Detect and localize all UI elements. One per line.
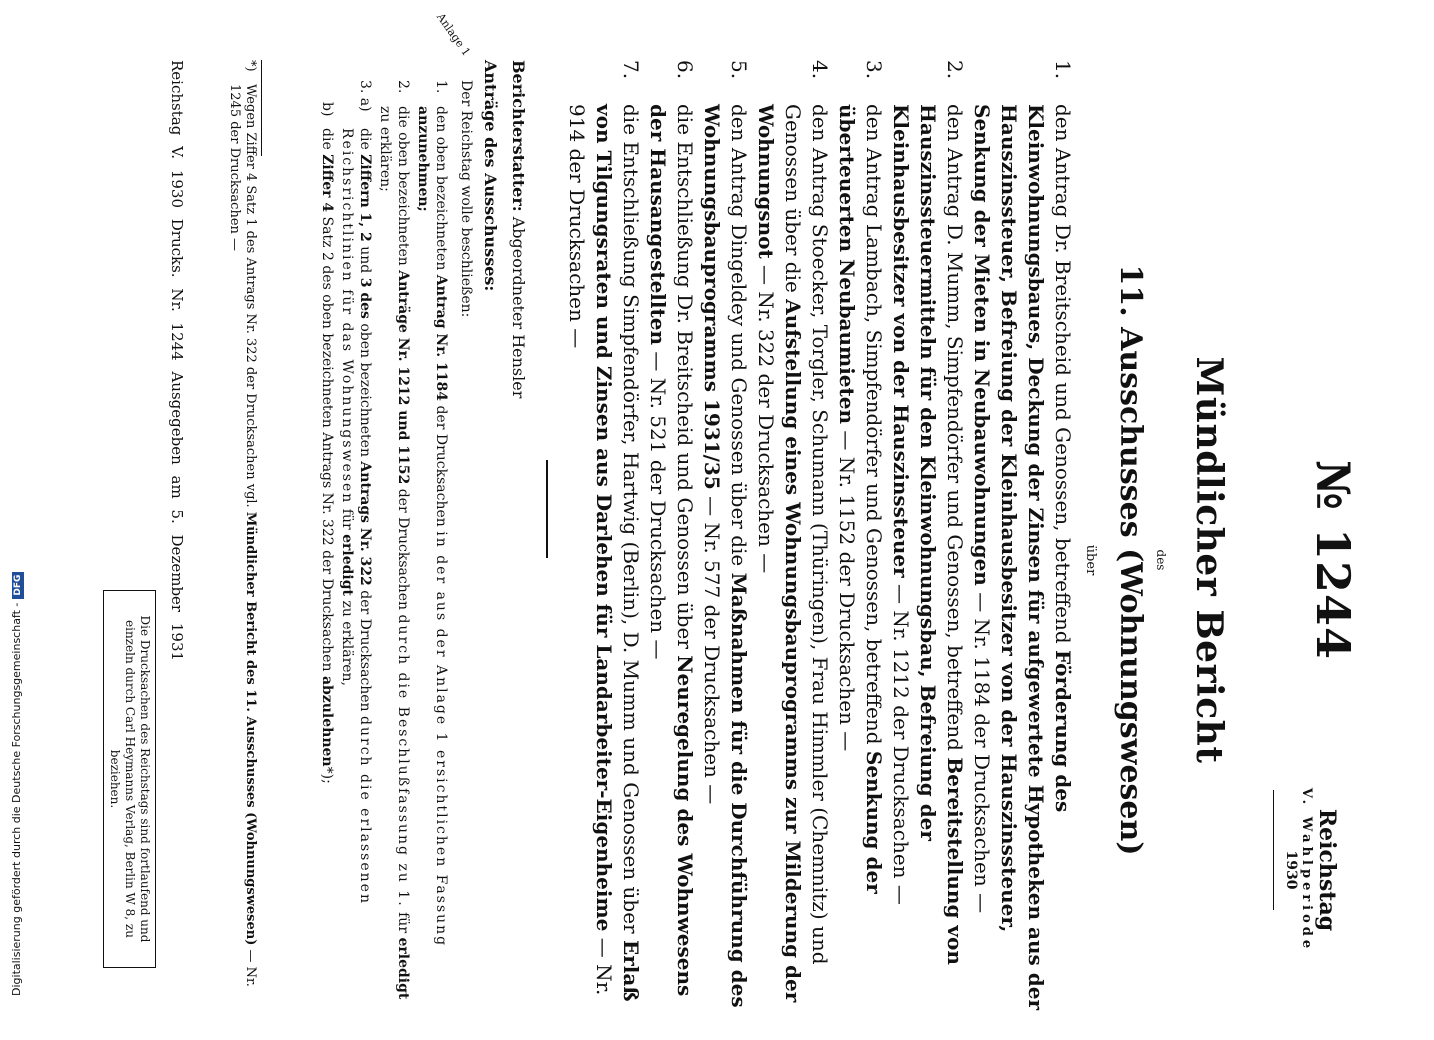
document-page [50,10,1400,1010]
motions-list [563,60,1076,1020]
text-run: für [395,907,411,938]
emphasized-text: Ziffer 4 [319,154,335,213]
footnote-rule [261,60,262,156]
resolution-intro: Der Reichstag wolle beschließen: [458,80,474,318]
text-run: — Nr. 914 der Drucksachen — [565,104,616,996]
emphasized-text: 3 des [357,277,373,319]
period-year: 1930 [1283,850,1299,890]
reporter-line [509,60,528,398]
motion-number: 1. [1051,60,1075,80]
text-run: — Nr. 521 der Drucksachen — [646,345,670,660]
motion-item [833,60,887,1020]
text-run: Wegen Ziffer 4 Satz 1 des Antrags Nr. 322 der Drucksachen vgl. [243,84,258,512]
item-number: b) [319,102,335,117]
motion-item [563,60,644,1020]
text-run: und [357,241,373,278]
resolution-items [316,80,450,1020]
dfg-logo: DFG [12,572,24,599]
emphasized-text: Erlaß von Tilgungsraten und Zinsen aus Darlehen für Landarbeiter-Eigenheime [592,104,643,1002]
report-title: Mündlicher Bericht [1188,356,1230,764]
reporter-name: Abgeordneter Hensler [509,216,528,399]
emphasized-text: Mündlicher Bericht des 11. Ausschusses (Wohnungswesen) [243,511,258,946]
item-number: 3. a) [357,80,373,112]
header-rule [1273,790,1274,910]
text-run: — Nr. 1245 der Drucksachen — [227,84,258,987]
resolution-item [414,80,450,1020]
emphasized-text: Antrags Nr. 322 [357,461,373,586]
document-number: № 1244 [1306,459,1360,661]
motion-number: 7. [619,60,643,80]
committee-title: 11. Ausschusses (Wohnungswesen) [1113,264,1148,856]
text-run: zu erklären, [339,596,355,687]
credit-text: Digitalisierung gefördert durch die Deutsche Forschungsgemeinschaft - [10,602,23,996]
reporter-label: Berichterstatter: [509,60,528,212]
text-run: für [339,504,355,535]
reichstag-title: Reichstag [1314,808,1340,932]
text-run: — Nr. 1152 der Drucksachen — [835,424,859,752]
emphasized-text: abzulehnen [319,675,335,767]
text-run: der Drucksachen [357,585,373,717]
title-article: des [1154,549,1168,571]
text-run: den Antrag Dr. Breitscheid und Genossen, betreffend [1051,104,1075,651]
text-run: den Antrag Lambach, Simpfendörfer und Genossen, betreffend [862,104,886,751]
emphasized-text: Ziffern 1, 2 [357,154,373,242]
motion-item [698,60,752,1020]
motion-number: 5. [727,60,751,80]
emphasized-text: Förderung des Kleinwohnungsbaues, Deckung der Zinsen für aufgewertete Hypotheken aus der Hauszinssteuer, Befreiung der Kleinhausbesitzer von der Hauszinssteuer, Senkung der Mieten in Neubauwohnungen [970,104,1075,1010]
resolution-item [376,80,412,1020]
emphasized-text: Aufstellung eines Wohnungsbauprogramms zur Milderung der Wohnungsnot [754,104,805,1003]
spaced-text: durch die erlassenen Reichsrichtlinien für das Wohnungswesen [339,128,373,905]
emphasized-text: Antrag Nr. 1184 [433,274,449,401]
emphasized-text: Anträge Nr. 1212 und 1152 [395,270,411,485]
text-run: die [319,128,335,155]
publication-line: Reichstag V. 1930 Drucks. Nr. 1244 Ausgegeben am 5. Dezember 1931 [168,60,186,662]
text-run: Satz 2 des oben bezeichneten Antrags Nr. 322 der Drucksachen [319,212,335,676]
committee-motions-heading: Anträge des Ausschusses: [481,60,500,292]
reichstag-header [1283,780,1340,960]
emphasized-text: anzunehmen; [415,106,431,212]
resolution-item [338,80,374,1020]
motion-number: 2. [943,60,967,80]
text-run: den Antrag Stoecker, Torgler, Schumann (Thüringen), Frau Himmler (Chemnitz) und Genossen über die [781,104,832,965]
motion-item [644,60,698,1020]
text-run: die Entschließung Simpfendörfer, Hartwig (Berlin), D. Mumm und Genossen über [619,104,643,940]
item-number: 2. [395,80,411,94]
motion-number: 4. [808,60,832,80]
motion-number: 6. [673,60,697,80]
print-distribution-note: Die Drucksachen des Reichstags sind fortlaufend und einzeln durch Carl Heymanns Verlag, Berlin W 8, zu beziehen. [103,590,156,968]
annex-marginal-note: Anlage 1 [434,10,473,59]
text-run: — Nr. 322 der Drucksachen — [754,258,778,574]
spaced-text: durch die Beschlußfassung zu 1. [395,614,411,908]
text-run: — Nr. 1184 der Drucksachen — [970,585,994,914]
section-divider [546,460,548,558]
motion-number: 3. [862,60,886,80]
text-run: den oben bezeichneten [433,106,449,275]
spaced-text: in der aus der Anlage 1 ersichtlichen Fassung [433,531,449,948]
footnote-marker: *) [243,60,258,72]
legislative-period: V. Wahlperiode [1299,787,1314,953]
text-run: zu erklären; [377,106,393,192]
text-run: der Drucksachen [433,401,449,532]
text-run: — Nr. 1212 der Drucksachen — [889,577,913,905]
digitization-credit [10,572,24,996]
item-number: 1. [433,80,449,94]
text-run: die Entschließung Dr. Breitscheid und Genossen über [673,104,697,656]
emphasized-text: Senkung der überteuerten Neubaumieten [835,104,886,894]
text-run: den Antrag D. Mumm, Simpfendörfer und Genossen, betreffend [943,104,967,758]
footnote-text [226,60,258,1000]
title-preposition: über [1083,544,1098,576]
emphasized-text: Maßnahmen für die Durchführung des Wohnungsbauprogramms 1931/35 [700,104,751,1008]
emphasized-text: Bereitstellung von Hauszinssteuermitteln für den Kleinwohnungsbau, Befreiung der Kleinhausbesitzer von der Hauszinssteuer [889,104,967,965]
emphasized-text: erledigt [339,534,355,596]
text-run: die [357,128,373,155]
motion-item [968,60,1076,1020]
text-run: *); [319,766,335,784]
text-run: — Nr. 577 der Drucksachen — [700,489,724,805]
text-run: der Drucksachen [395,484,411,615]
text-run: die oben bezeichneten [395,106,411,271]
motion-item [887,60,968,1020]
text-run: den Antrag Dingeldey und Genossen über die [727,104,751,573]
resolution-item [318,80,336,1020]
text-run: oben bezeichneten [357,318,373,462]
footnote [226,60,258,1000]
emphasized-text: Neuregelung des Wohnwesens der Hausangestellten [646,104,697,997]
motion-item [752,60,833,1020]
emphasized-text: erledigt [395,937,411,1000]
